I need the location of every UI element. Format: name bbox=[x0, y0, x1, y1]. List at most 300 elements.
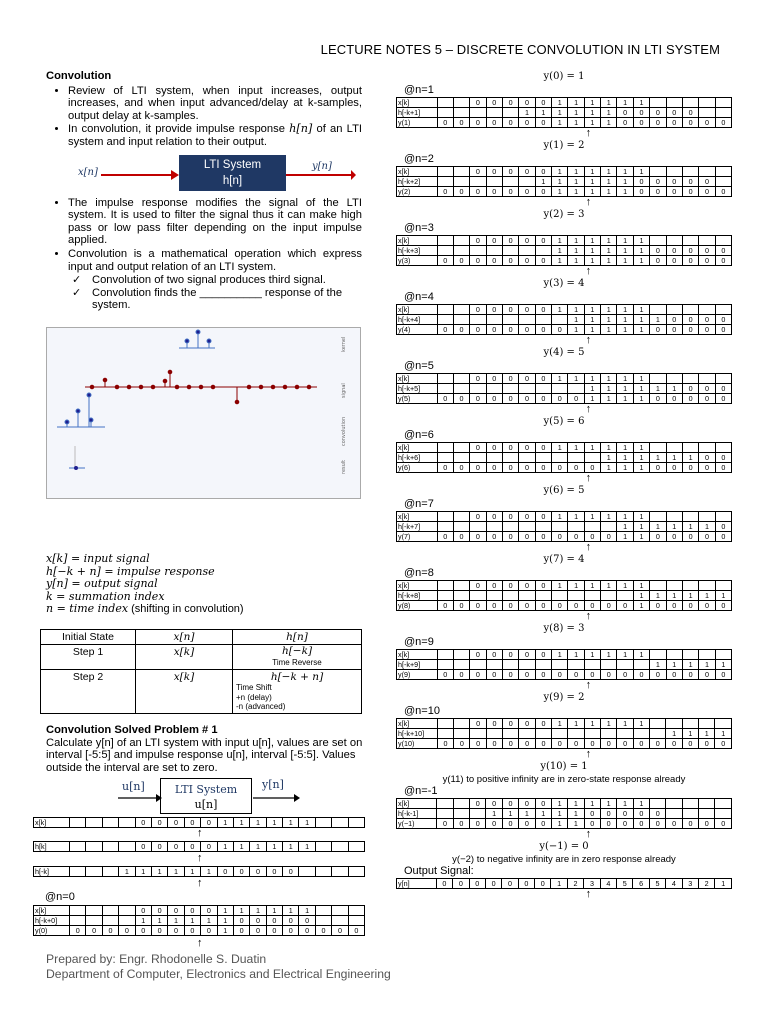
table-cell bbox=[650, 98, 666, 108]
row-label: y[n] bbox=[397, 879, 437, 889]
table-cell: 0 bbox=[535, 819, 551, 829]
table-cell: 1 bbox=[201, 867, 217, 877]
table-cell: 0 bbox=[682, 315, 698, 325]
step-label: @n=10 bbox=[404, 705, 440, 717]
table-cell: 1 bbox=[617, 463, 633, 473]
definition-row bbox=[46, 603, 244, 616]
solved-input-label: u[n] bbox=[122, 780, 145, 793]
table-cell bbox=[470, 177, 486, 187]
table-cell: 1 bbox=[201, 916, 217, 926]
table-cell bbox=[682, 443, 698, 453]
table-cell: 0 bbox=[666, 394, 682, 404]
solved-diagram bbox=[110, 778, 320, 818]
arrow-marker: ↑ bbox=[197, 937, 203, 949]
table-cell: 0 bbox=[486, 325, 502, 335]
table-cell bbox=[503, 729, 519, 739]
table-cell bbox=[535, 453, 551, 463]
table-cell bbox=[519, 246, 535, 256]
table-cell: 0 bbox=[437, 463, 453, 473]
table-cell: 1 bbox=[584, 650, 600, 660]
table-cell: 1 bbox=[617, 384, 633, 394]
diagram-output-label: y[n] bbox=[312, 160, 332, 172]
table-cell: 1 bbox=[552, 443, 568, 453]
table-cell: 0 bbox=[535, 187, 551, 197]
table-cell: 1 bbox=[617, 394, 633, 404]
table-cell: 0 bbox=[699, 325, 715, 335]
table-cell: 0 bbox=[535, 118, 551, 128]
table-cell: 1 bbox=[601, 167, 617, 177]
table-cell: 0 bbox=[437, 394, 453, 404]
table-cell bbox=[119, 906, 135, 916]
table-cell bbox=[437, 315, 453, 325]
table-row bbox=[397, 246, 732, 256]
table-cell bbox=[119, 818, 135, 828]
table-cell bbox=[437, 98, 453, 108]
table-cell: 0 bbox=[503, 719, 519, 729]
table-row bbox=[397, 601, 732, 611]
table-row bbox=[397, 739, 732, 749]
table-cell bbox=[437, 591, 453, 601]
table-cell bbox=[715, 98, 731, 108]
table-cell: 1 bbox=[233, 818, 249, 828]
table-cell bbox=[699, 305, 715, 315]
footer bbox=[46, 952, 391, 982]
table-cell: 1 bbox=[552, 187, 568, 197]
table-cell: 0 bbox=[519, 187, 535, 197]
table-cell: 1 bbox=[601, 443, 617, 453]
figure-label: signal bbox=[341, 383, 347, 398]
table-cell: 1 bbox=[283, 842, 299, 852]
table-cell: 1 bbox=[633, 522, 649, 532]
table-cell: 1 bbox=[650, 660, 666, 670]
table-cell: 1 bbox=[568, 581, 584, 591]
table-cell: 0 bbox=[633, 819, 649, 829]
table-cell bbox=[233, 645, 362, 670]
table-cell: 1 bbox=[633, 394, 649, 404]
table-cell: 0 bbox=[666, 177, 682, 187]
table-row bbox=[397, 118, 732, 128]
table-cell: 1 bbox=[633, 305, 649, 315]
row-label: x[k] bbox=[397, 799, 437, 809]
zero-response-note: y(11) to positive infinity are in zero-state response already bbox=[442, 774, 686, 785]
table-row bbox=[397, 532, 732, 542]
table-cell: 1 bbox=[519, 108, 535, 118]
figure-label: result bbox=[341, 459, 347, 474]
table-cell: 0 bbox=[650, 601, 666, 611]
table-cell: 0 bbox=[519, 650, 535, 660]
row-label: y(4) bbox=[397, 325, 438, 335]
definition-symbol: y[n] = output signal bbox=[46, 577, 158, 591]
table-cell: 1 bbox=[168, 916, 184, 926]
table-cell: 0 bbox=[233, 926, 249, 936]
table-cell: 0 bbox=[453, 394, 469, 404]
table-cell: 1 bbox=[601, 394, 617, 404]
bullet-item: • The impulse response modifies the signal of the LTI system. It is used to filter the signal thus it can make high pass or low pass filter depending on the input impulse applied. bbox=[68, 197, 362, 247]
table-cell: 0 bbox=[184, 842, 200, 852]
row-label: x[k] bbox=[34, 906, 70, 916]
table-cell bbox=[682, 799, 698, 809]
row-label: y(6) bbox=[397, 463, 438, 473]
table-cell: 1 bbox=[617, 315, 633, 325]
table-cell: 0 bbox=[715, 463, 731, 473]
table-cell: 0 bbox=[233, 867, 249, 877]
table-cell: 0 bbox=[584, 809, 600, 819]
table-cell: 1 bbox=[535, 177, 551, 187]
table-cell: 0 bbox=[601, 532, 617, 542]
table-cell: 0 bbox=[682, 325, 698, 335]
table-cell: 0 bbox=[715, 187, 731, 197]
table-row bbox=[397, 453, 732, 463]
table-cell bbox=[437, 108, 453, 118]
table-cell bbox=[715, 236, 731, 246]
table-cell: 0 bbox=[470, 581, 486, 591]
table-cell: 1 bbox=[601, 453, 617, 463]
table-cell: 0 bbox=[552, 739, 568, 749]
table-cell: 0 bbox=[470, 719, 486, 729]
definition-symbol: h[−k + n] = impulse response bbox=[46, 564, 215, 578]
table-cell bbox=[601, 729, 617, 739]
arrow-marker: ↑ bbox=[585, 828, 592, 840]
table-cell bbox=[650, 799, 666, 809]
table-row bbox=[34, 842, 365, 852]
table-cell: 0 bbox=[201, 818, 217, 828]
table-cell: 1 bbox=[682, 660, 698, 670]
table-cell: 0 bbox=[201, 926, 217, 936]
table-cell: 1 bbox=[617, 98, 633, 108]
table-cell bbox=[682, 809, 698, 819]
table-cell bbox=[552, 729, 568, 739]
table-cell: 1 bbox=[633, 532, 649, 542]
impulse-symbol: h[n] bbox=[289, 122, 313, 136]
table-cell bbox=[519, 660, 535, 670]
row-label: h[-k+0] bbox=[34, 916, 70, 926]
row-label: h[-k+10] bbox=[397, 729, 438, 739]
table-cell: 1 bbox=[151, 916, 167, 926]
table-cell bbox=[470, 660, 486, 670]
table-cell: 0 bbox=[535, 305, 551, 315]
table-cell bbox=[453, 305, 469, 315]
table-cell: 1 bbox=[633, 601, 649, 611]
table-cell: 1 bbox=[584, 512, 600, 522]
table-cell bbox=[486, 453, 502, 463]
table-cell bbox=[715, 108, 731, 118]
table-cell bbox=[315, 867, 331, 877]
table-cell bbox=[535, 729, 551, 739]
table-cell: 1 bbox=[552, 650, 568, 660]
table-cell: 0 bbox=[502, 374, 518, 384]
table-cell bbox=[666, 305, 682, 315]
step-table bbox=[396, 580, 732, 611]
table-cell: 0 bbox=[699, 187, 715, 197]
table-cell: 0 bbox=[453, 670, 469, 680]
table-cell: 1 bbox=[601, 463, 617, 473]
table-cell: 1 bbox=[682, 729, 698, 739]
table-cell: 1 bbox=[633, 98, 649, 108]
table-cell: 0 bbox=[568, 394, 584, 404]
table-cell: 0 bbox=[151, 906, 167, 916]
table-cell: 0 bbox=[437, 739, 453, 749]
table-cell bbox=[715, 167, 731, 177]
table-cell: 1 bbox=[617, 522, 633, 532]
step-label: @n=2 bbox=[404, 153, 434, 165]
table-cell bbox=[486, 384, 502, 394]
table-cell: 3 bbox=[682, 879, 698, 889]
table-cell: 1 bbox=[699, 729, 715, 739]
table-cell bbox=[502, 384, 518, 394]
table-cell: 1 bbox=[551, 819, 567, 829]
table-cell: 1 bbox=[552, 256, 568, 266]
table-cell: 1 bbox=[617, 187, 633, 197]
table-cell: 1 bbox=[568, 305, 584, 315]
table-cell: 0 bbox=[699, 384, 715, 394]
table-cell: 0 bbox=[535, 512, 551, 522]
table-cell: 1 bbox=[617, 443, 633, 453]
solved-title: Convolution Solved Problem # 1 bbox=[46, 724, 218, 736]
table-cell: 1 bbox=[633, 167, 649, 177]
table-cell: 1 bbox=[617, 167, 633, 177]
page-header: LECTURE NOTES 5 – DISCRETE CONVOLUTION IN LTI SYSTEM bbox=[320, 42, 720, 57]
table-cell: 3 bbox=[584, 879, 600, 889]
table-cell bbox=[519, 453, 535, 463]
table-cell bbox=[437, 443, 453, 453]
table-cell: 1 bbox=[250, 818, 266, 828]
table-cell: 0 bbox=[535, 236, 551, 246]
table-cell: 0 bbox=[266, 867, 282, 877]
table-cell bbox=[699, 799, 715, 809]
convolution-step bbox=[396, 70, 732, 139]
table-cell: 1 bbox=[601, 325, 617, 335]
row-label: x[k] bbox=[397, 305, 438, 315]
table-cell bbox=[453, 246, 469, 256]
table-cell: 0 bbox=[486, 532, 502, 542]
table-cell: 1 bbox=[617, 305, 633, 315]
step-result: y(9) = 2 bbox=[543, 692, 585, 703]
table-cell: 1 bbox=[552, 118, 568, 128]
table-cell: 0 bbox=[266, 916, 282, 926]
table-cell: 0 bbox=[519, 799, 535, 809]
table-row bbox=[397, 660, 732, 670]
table-cell: 1 bbox=[617, 177, 633, 187]
table-cell: 0 bbox=[486, 670, 502, 680]
table-cell: 0 bbox=[584, 601, 600, 611]
table-cell: 0 bbox=[519, 305, 535, 315]
table-cell: 0 bbox=[715, 118, 731, 128]
table-cell: 0 bbox=[486, 719, 502, 729]
table-cell: 1 bbox=[568, 374, 584, 384]
row-label: h[-k+1] bbox=[397, 108, 438, 118]
table-cell: 0 bbox=[650, 739, 666, 749]
table-cell: 0 bbox=[715, 670, 731, 680]
table-cell: 0 bbox=[633, 118, 649, 128]
table-row bbox=[397, 650, 732, 660]
table-cell bbox=[601, 522, 617, 532]
table-cell bbox=[699, 374, 715, 384]
table-cell: 1 bbox=[584, 256, 600, 266]
table-cell: 1 bbox=[568, 315, 584, 325]
table-cell: 1 bbox=[633, 799, 649, 809]
table-cell: 1 bbox=[584, 246, 600, 256]
table-cell: 0 bbox=[715, 819, 732, 829]
arrow-marker: ↑ bbox=[197, 852, 203, 864]
table-cell: 2 bbox=[698, 879, 714, 889]
table-cell: 1 bbox=[568, 256, 584, 266]
table-cell: 0 bbox=[682, 394, 698, 404]
step-table bbox=[396, 878, 732, 889]
table-cell: 1 bbox=[552, 512, 568, 522]
table-cell bbox=[535, 522, 551, 532]
table-row bbox=[397, 879, 732, 889]
table-cell: 1 bbox=[633, 443, 649, 453]
step-result: y(1) = 2 bbox=[543, 140, 585, 151]
table-cell: 1 bbox=[715, 591, 731, 601]
table-cell bbox=[617, 591, 633, 601]
table-cell bbox=[315, 818, 331, 828]
table-cell: 0 bbox=[715, 246, 731, 256]
table-cell: 0 bbox=[453, 325, 469, 335]
row-label: y(3) bbox=[397, 256, 438, 266]
table-cell bbox=[453, 591, 469, 601]
table-cell bbox=[715, 512, 731, 522]
table-cell: 1 bbox=[266, 906, 282, 916]
row-label: y(8) bbox=[397, 601, 438, 611]
table-cell bbox=[453, 809, 469, 819]
table-cell: 1 bbox=[633, 384, 649, 394]
table-cell: 0 bbox=[715, 601, 731, 611]
table-cell bbox=[453, 581, 469, 591]
table-cell: 0 bbox=[102, 926, 118, 936]
table-cell bbox=[437, 660, 453, 670]
table-cell: 1 bbox=[568, 443, 584, 453]
table-cell bbox=[666, 374, 682, 384]
table-cell bbox=[584, 591, 600, 601]
table-cell bbox=[601, 660, 617, 670]
table-cell: 0 bbox=[519, 167, 535, 177]
definition-symbol: k = summation index bbox=[46, 589, 165, 603]
arrow-marker: ↑ bbox=[585, 541, 592, 553]
table-cell: 1 bbox=[568, 246, 584, 256]
table-cell: 0 bbox=[135, 906, 151, 916]
table-row bbox=[34, 818, 365, 828]
table-cell: 0 bbox=[486, 394, 502, 404]
table-cell: 0 bbox=[201, 842, 217, 852]
table-cell bbox=[715, 374, 731, 384]
table-cell: 0 bbox=[453, 118, 469, 128]
table-cell: 0 bbox=[470, 532, 486, 542]
table-cell bbox=[650, 729, 666, 739]
table-cell bbox=[650, 581, 666, 591]
table-cell: 0 bbox=[519, 739, 535, 749]
table-cell: 0 bbox=[151, 842, 167, 852]
table-cell: 0 bbox=[470, 374, 486, 384]
table-cell: 1 bbox=[617, 512, 633, 522]
table-cell bbox=[715, 443, 731, 453]
table-cell: 0 bbox=[535, 650, 551, 660]
table-cell: 0 bbox=[470, 670, 486, 680]
table-header: Initial State bbox=[41, 630, 136, 645]
table-cell bbox=[102, 916, 118, 926]
step-label: Output Signal: bbox=[404, 865, 474, 877]
table-cell: 0 bbox=[486, 187, 502, 197]
table-cell: 0 bbox=[470, 601, 486, 611]
table-cell: 0 bbox=[568, 670, 584, 680]
table-cell: 0 bbox=[535, 601, 551, 611]
table-row bbox=[397, 236, 732, 246]
table-cell: 0 bbox=[535, 719, 551, 729]
table-cell bbox=[86, 867, 102, 877]
table-cell: 1 bbox=[584, 177, 600, 187]
table-cell: 0 bbox=[535, 167, 551, 177]
table-cell: 0 bbox=[535, 879, 551, 889]
definition-note: (shifting in convolution) bbox=[128, 603, 244, 616]
table-cell: 0 bbox=[299, 916, 315, 926]
step-table bbox=[396, 97, 732, 128]
table-cell: 0 bbox=[437, 256, 453, 266]
table-cell bbox=[437, 384, 453, 394]
table-cell bbox=[299, 867, 315, 877]
table-cell: 1 bbox=[650, 384, 666, 394]
table-cell: 0 bbox=[470, 512, 486, 522]
table-cell: 1 bbox=[617, 256, 633, 266]
table-cell: 1 bbox=[568, 325, 584, 335]
table-cell: 1 bbox=[699, 591, 715, 601]
table-cell: 0 bbox=[233, 916, 249, 926]
table-cell: 0 bbox=[715, 325, 731, 335]
table-cell: 1 bbox=[217, 926, 233, 936]
table-cell: 0 bbox=[699, 315, 715, 325]
table-cell: 1 bbox=[552, 167, 568, 177]
table-cell: 1 bbox=[217, 818, 233, 828]
table-cell: 0 bbox=[470, 463, 486, 473]
table-cell bbox=[682, 98, 698, 108]
table-cell bbox=[568, 660, 584, 670]
convolution-step bbox=[396, 277, 732, 346]
table-cell bbox=[453, 167, 469, 177]
table-cell bbox=[584, 729, 600, 739]
table-cell: 0 bbox=[715, 384, 731, 394]
table-cell bbox=[453, 443, 469, 453]
table-cell bbox=[699, 167, 715, 177]
table-row bbox=[397, 670, 732, 680]
table-cell: Step 2 bbox=[41, 670, 136, 714]
convolution-step bbox=[396, 139, 732, 208]
table-cell: 0 bbox=[552, 463, 568, 473]
table-cell: 0 bbox=[633, 108, 649, 118]
table-cell: 1 bbox=[584, 315, 600, 325]
table-cell: 0 bbox=[682, 118, 698, 128]
table-cell bbox=[453, 315, 469, 325]
table-cell bbox=[601, 591, 617, 601]
table-cell bbox=[437, 719, 453, 729]
table-cell bbox=[650, 305, 666, 315]
table-cell: 0 bbox=[266, 926, 282, 936]
solved-system-box bbox=[160, 778, 252, 814]
box-line1: LTI System bbox=[174, 783, 238, 796]
table-row bbox=[34, 916, 365, 926]
table-cell bbox=[519, 315, 535, 325]
table-cell: 0 bbox=[535, 443, 551, 453]
table-cell bbox=[348, 916, 364, 926]
table-cell: 1 bbox=[633, 236, 649, 246]
table-cell bbox=[682, 236, 698, 246]
table-cell: 1 bbox=[135, 916, 151, 926]
right-column bbox=[396, 70, 732, 900]
bullet-list bbox=[46, 85, 362, 149]
table-cell bbox=[666, 799, 682, 809]
table-cell: 1 bbox=[584, 118, 600, 128]
table-cell bbox=[70, 867, 86, 877]
table-cell bbox=[584, 453, 600, 463]
table-cell: 0 bbox=[332, 926, 348, 936]
